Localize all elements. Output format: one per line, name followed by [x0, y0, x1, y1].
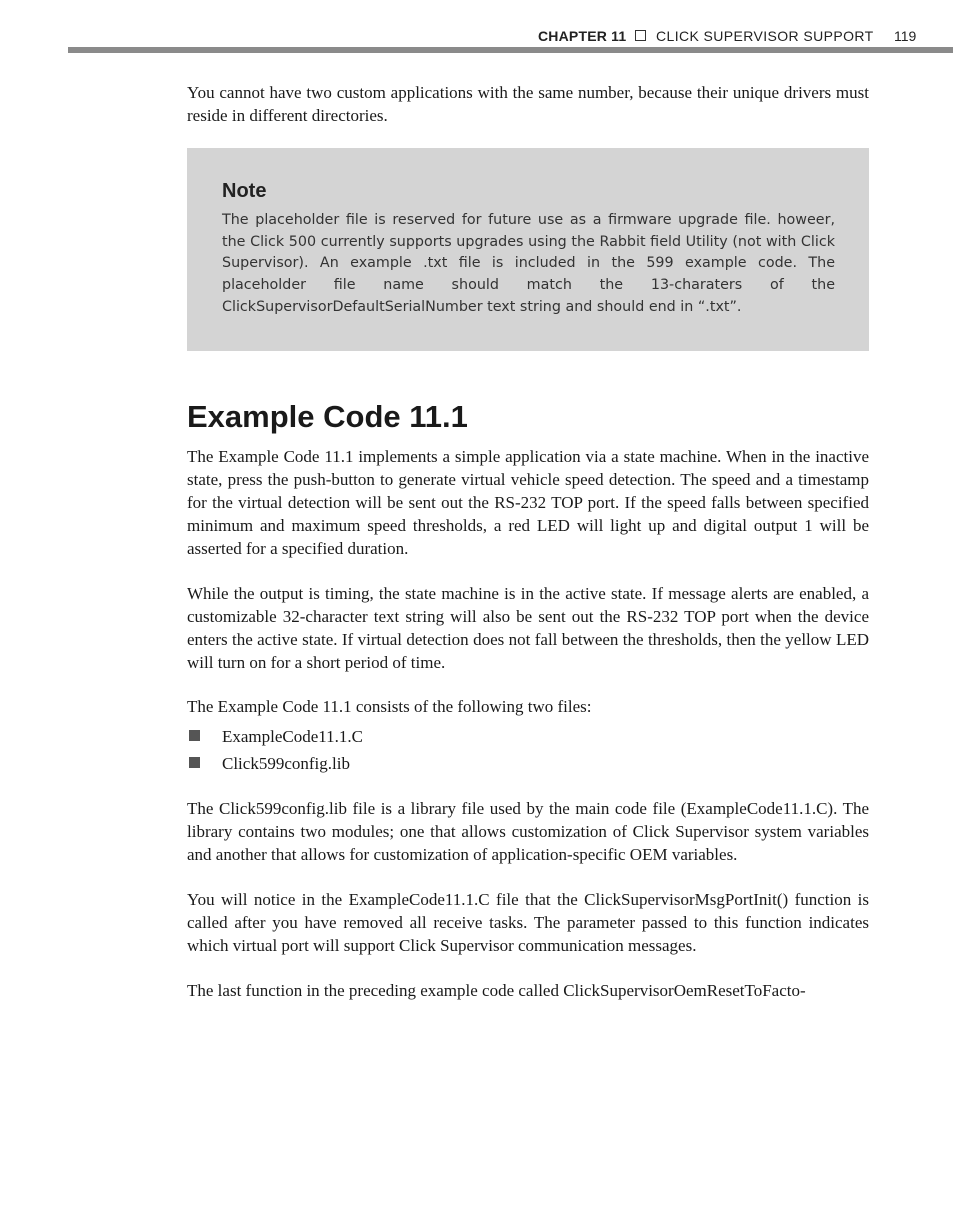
- square-bullet-icon: [189, 757, 200, 768]
- body-paragraph: The Example Code 11.1 consists of the following two files:: [187, 697, 592, 716]
- paragraph-block-3: [187, 695, 869, 718]
- paragraph-block-4: [187, 797, 869, 866]
- paragraph-block-2: [187, 582, 869, 674]
- intro-paragraph: You cannot have two custom applications with the same number, because their unique drivers must reside in different directories.: [187, 83, 869, 125]
- square-bullet-icon: [189, 730, 200, 741]
- paragraph-block-5: [187, 888, 869, 957]
- body-paragraph: You will notice in the ExampleCode11.1.C file that the ClickSupervisorMsgPortInit() function is called after you have removed all receive tasks. The parameter passed to this function indicates which virtual port will support Click Supervisor communication messages.: [187, 890, 869, 955]
- file-name: Click599config.lib: [222, 754, 350, 773]
- note-text: The placeholder file is reserved for future use as a firmware upgrade file. howeer, the Click 500 currently supports upgrades using the Rabbit field Utility (not with Click Supervisor). An example .txt file is included in the 599 example code. The placeholder file name should match the 13-charaters of the ClickSupervisorDefaultSerialNumber text string and should end in “.txt”.: [222, 212, 835, 315]
- page-number: 119: [894, 28, 917, 44]
- section-heading: Example Code 11.1: [187, 399, 468, 434]
- body-paragraph: While the output is timing, the state machine is in the active state. If message alerts are enabled, a customizable 32-character text string will also be sent out the RS-232 TOP port when the device enters the active state. If virtual detection does not fall between the thresholds, then the yellow LED will turn on for a short period of time.: [187, 584, 869, 672]
- note-box: [187, 148, 869, 351]
- list-item: [187, 752, 869, 779]
- paragraph-block-1: [187, 445, 869, 560]
- header-rule: [68, 47, 953, 53]
- file-list: [187, 725, 869, 779]
- body-paragraph: The last function in the preceding example code called ClickSupervisorOemResetToFacto-: [187, 981, 806, 1000]
- running-header: [68, 26, 953, 48]
- body-paragraph: The Example Code 11.1 implements a simple application via a state machine. When in the inactive state, press the push-button to generate virtual vehicle speed detection. The speed and a timestamp for the virtual detection will be sent out the RS-232 TOP port. If the speed falls between specified minimum and maximum speed thresholds, a red LED will light up and digital output 1 will be asserted for a specified duration.: [187, 447, 869, 558]
- chapter-label: CHAPTER 11: [538, 28, 627, 44]
- body-paragraph: The Click599config.lib file is a library file used by the main code file (ExampleCode11.1.C). The library contains two modules; one that allows customization of Click Supervisor system variables and another that allows for customization of application-specific OEM variables.: [187, 799, 869, 864]
- chapter-title: CLICK SUPERVISOR SUPPORT: [656, 28, 874, 44]
- note-heading: Note: [222, 180, 267, 202]
- intro-paragraph-block: [187, 81, 869, 127]
- paragraph-block-6: [187, 979, 869, 1002]
- list-item: [187, 725, 869, 752]
- square-separator-icon: [635, 30, 646, 41]
- file-name: ExampleCode11.1.C: [222, 727, 364, 746]
